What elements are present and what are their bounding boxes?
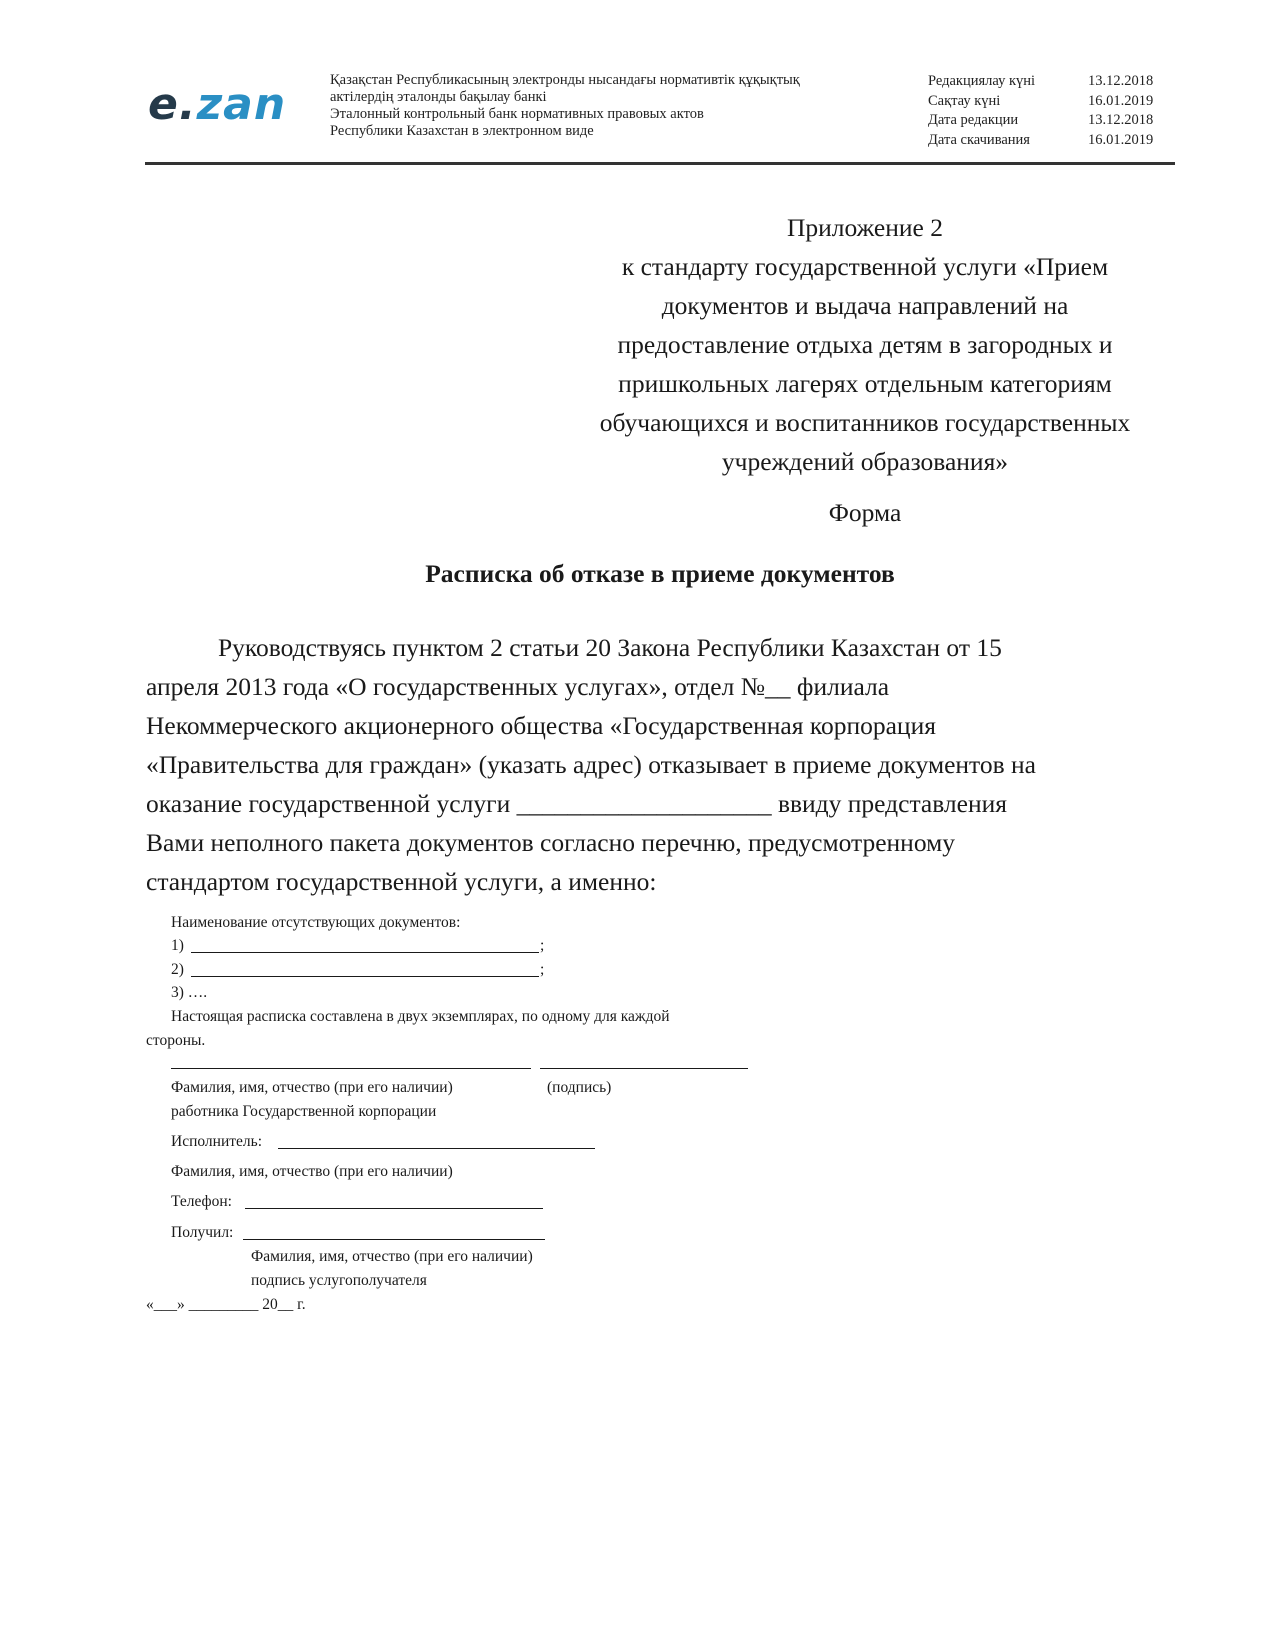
- signature-label: (подпись): [547, 1079, 612, 1096]
- date-row: [928, 111, 1168, 131]
- header-dates: [928, 72, 1168, 150]
- executor-name-label: Фамилия, имя, отчество (при его наличии): [171, 1163, 453, 1180]
- recipient-signature-label: подпись услугополучателя: [251, 1272, 427, 1289]
- body-line: оказание государственной услуги ____________________ ввиду представления: [146, 789, 1007, 818]
- body-line: Некоммерческого акционерного общества «Государственная корпорация: [146, 711, 936, 740]
- logo-zan: zan: [196, 79, 287, 130]
- logo-e: e: [148, 79, 179, 130]
- date-label: Дата скачивания: [928, 131, 1030, 148]
- header-desc-line: актілердің эталонды бақылау банкі: [330, 89, 547, 105]
- logo-dot: .: [178, 79, 197, 130]
- received-line[interactable]: [243, 1239, 545, 1240]
- copies-note-line-1: Настоящая расписка составлена в двух экземплярах, по одному для каждой: [171, 1008, 670, 1025]
- date-label: Дата редакции: [928, 112, 1019, 128]
- body-line: Руководствуясь пунктом 2 статьи 20 Закона Республики Казахстан от 15: [218, 633, 1002, 662]
- date-value: 16.01.2019: [1088, 131, 1154, 148]
- copies-note-line-2: стороны.: [146, 1032, 206, 1049]
- date-label: Редакциялау күні: [928, 73, 1036, 89]
- employee-role-label: работника Государственной корпорации: [171, 1103, 437, 1120]
- header-desc-line: Қазақстан Республикасының электронды нысандағы нормативтік құқықтық: [330, 72, 800, 88]
- item-1-suffix: ;: [540, 937, 545, 954]
- ezan-logo: [148, 80, 286, 130]
- body-line: стандартом государственной услуги, а именно:: [146, 867, 657, 896]
- date-value: 13.12.2018: [1088, 73, 1154, 89]
- item-1-prefix: 1): [171, 937, 184, 954]
- date-row: [928, 72, 1168, 92]
- body-line: «Правительства для граждан» (указать адрес) отказывает в приеме документов на: [146, 750, 1036, 779]
- body-line: апреля 2013 года «О государственных услугах», отдел №__ филиала: [146, 672, 890, 701]
- appendix-line: обучающихся и воспитанников государственных: [599, 408, 1131, 437]
- body-line: Вами неполного пакета документов согласно перечню, предусмотренному: [146, 828, 955, 857]
- date-line: «___» _________ 20__ г.: [146, 1296, 306, 1313]
- date-value: 13.12.2018: [1088, 112, 1154, 128]
- header-description: [330, 72, 800, 140]
- date-label: Сақтау күні: [928, 92, 1001, 109]
- body-paragraph: [146, 628, 1186, 901]
- executor-label: Исполнитель:: [171, 1133, 263, 1150]
- date-value: 16.01.2019: [1088, 92, 1154, 109]
- appendix-line: предоставление отдыха детям в загородных и: [617, 330, 1113, 359]
- appendix-line: Приложение 2: [787, 213, 943, 242]
- employee-name-line[interactable]: [171, 1068, 531, 1069]
- header-desc-line: Эталонный контрольный банк нормативных правовых актов: [330, 106, 704, 122]
- date-row: [928, 92, 1168, 112]
- item-3: 3) ….: [171, 984, 208, 1001]
- recipient-name-label: Фамилия, имя, отчество (при его наличии): [251, 1248, 533, 1265]
- item-2-suffix: ;: [540, 961, 545, 978]
- employee-signature-line[interactable]: [540, 1068, 748, 1069]
- date-row: [928, 131, 1168, 151]
- executor-line[interactable]: [278, 1148, 595, 1149]
- employee-name-label: Фамилия, имя, отчество (при его наличии): [171, 1079, 453, 1096]
- appendix-line: пришкольных лагерях отдельным категориям: [618, 369, 1112, 398]
- header-divider: [145, 162, 1175, 165]
- document-title: Расписка об отказе в приеме документов: [425, 559, 895, 588]
- missing-docs-label: Наименование отсутствующих документов:: [171, 914, 461, 931]
- appendix-line: документов и выдача направлений на: [661, 291, 1069, 320]
- item-2-line[interactable]: [191, 976, 539, 977]
- appendix-line: к стандарту государственной услуги «Прием: [621, 252, 1109, 281]
- item-1-line[interactable]: [191, 952, 539, 953]
- received-label: Получил:: [171, 1224, 234, 1241]
- form-label: Форма: [828, 498, 902, 527]
- appendix-block: [555, 208, 1175, 481]
- phone-line[interactable]: [245, 1208, 543, 1209]
- header-desc-line: Республики Казахстан в электронном виде: [330, 123, 594, 139]
- appendix-line: учреждений образования»: [721, 447, 1009, 476]
- item-2-prefix: 2): [171, 961, 184, 978]
- phone-label: Телефон:: [171, 1193, 232, 1210]
